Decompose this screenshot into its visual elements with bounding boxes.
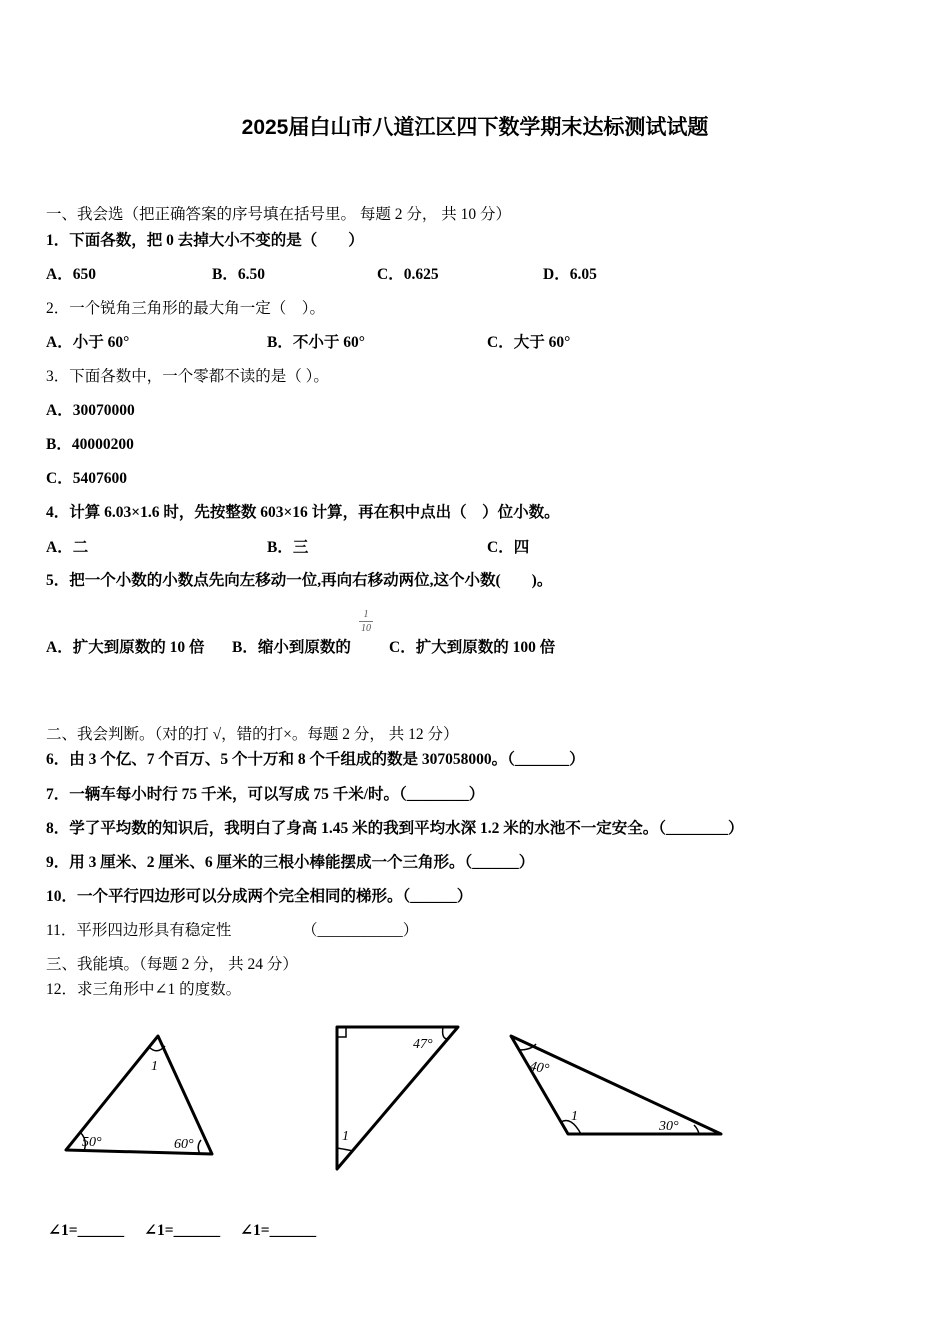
q3-stem: 3．下面各数中，一个零都不读的是（ ）。: [46, 368, 329, 385]
q2-option-c: C．大于 60°: [487, 334, 571, 351]
q1-option-d: D．6.05: [543, 266, 597, 283]
q3-option-c: C．5407600: [46, 470, 127, 487]
page-title: 2025届白山市八道江区四下数学期末达标测试试题: [241, 116, 709, 139]
q1-stem: 1．下面各数，把 0 去掉大小不变的是（ ）: [46, 232, 364, 249]
triangle-3-angle-right-label: 30°: [659, 1119, 679, 1134]
triangle-1-figure: [60, 1030, 220, 1160]
q12-stem: 12．求三角形中∠1 的度数。: [46, 981, 242, 998]
q5-option-b: B．缩小到原数的: [232, 639, 351, 656]
q4-option-b: B．三: [267, 539, 309, 556]
q5-stem: 5．把一个小数的小数点先向左移动一位,再向右移动两位,这个小数( )。: [46, 572, 553, 589]
section2-heading: 二、我会判断。（对的打 √，错的打×。每题 2 分， 共 12 分）: [46, 726, 459, 743]
section3-heading: 三、我能填。（每题 2 分， 共 24 分）: [46, 956, 298, 973]
q1-option-c: C．0.625: [377, 266, 439, 283]
answer-blank-2: ∠1=______: [144, 1222, 221, 1239]
section1-heading: 一、我会选（把正确答案的序号填在括号里。 每题 2 分， 共 10 分）: [46, 206, 512, 223]
q1-option-b: B．6.50: [212, 266, 265, 283]
triangle-2-angle-bottom-label: 1: [342, 1129, 349, 1144]
q9-text: 9．用 3 厘米、2 厘米、6 厘米的三根小棒能摆成一个三角形。（______）: [46, 854, 535, 871]
q3-option-b: B．40000200: [46, 436, 134, 453]
q5-fraction-numerator: 1: [363, 609, 369, 620]
q7-text: 7．一辆车每小时行 75 千米，可以写成 75 千米/时。（________）: [46, 786, 485, 803]
q2-option-a: A．小于 60°: [46, 334, 130, 351]
q3-option-a: A．30070000: [46, 402, 135, 419]
q5-fraction-denominator: 10: [361, 623, 371, 634]
q6-text: 6．由 3 个亿、7 个百万、5 个十万和 8 个千组成的数是 307058000。（_______）: [46, 751, 585, 768]
triangle-3-figure: [505, 1030, 730, 1145]
triangle-1-angle-right-label: 60°: [174, 1137, 194, 1152]
triangle-2-figure: [325, 1020, 470, 1175]
q8-text: 8．学了平均数的知识后，我明白了身高 1.45 米的我到平均水深 1.2 米的水池不一定安全。（________）: [46, 820, 744, 837]
triangle-3-angle-mid-label: 1: [571, 1109, 578, 1124]
triangle-1-angle-left-label: 50°: [82, 1135, 102, 1150]
q2-stem: 2．一个锐角三角形的最大角一定（ ）。: [46, 300, 326, 317]
q11-text: 11．平形四边形具有稳定性: [46, 922, 232, 939]
q4-option-c: C．四: [487, 539, 530, 556]
q4-option-a: A．二: [46, 539, 89, 556]
q4-stem: 4．计算 6.03×1.6 时，先按整数 603×16 计算，再在积中点出（ ）位小数。: [46, 504, 560, 521]
q5-option-c: C．扩大到原数的 100 倍: [389, 639, 556, 656]
answer-blank-1: ∠1=______: [48, 1222, 125, 1239]
q1-option-a: A．650: [46, 266, 96, 283]
q11-blank: （___________）: [302, 922, 419, 939]
q2-option-b: B．不小于 60°: [267, 334, 365, 351]
q5-fraction: [359, 609, 373, 634]
triangle-3-angle-left-label: 40°: [528, 1059, 551, 1078]
triangle-1-angle-top-label: 1: [151, 1059, 158, 1074]
q5-option-a: A．扩大到原数的 10 倍: [46, 639, 205, 656]
triangle-2-angle-top-label: 47°: [413, 1037, 433, 1052]
answer-blank-3: ∠1=______: [240, 1222, 317, 1239]
q10-text: 10．一个平行四边形可以分成两个完全相同的梯形。（______）: [46, 888, 473, 905]
